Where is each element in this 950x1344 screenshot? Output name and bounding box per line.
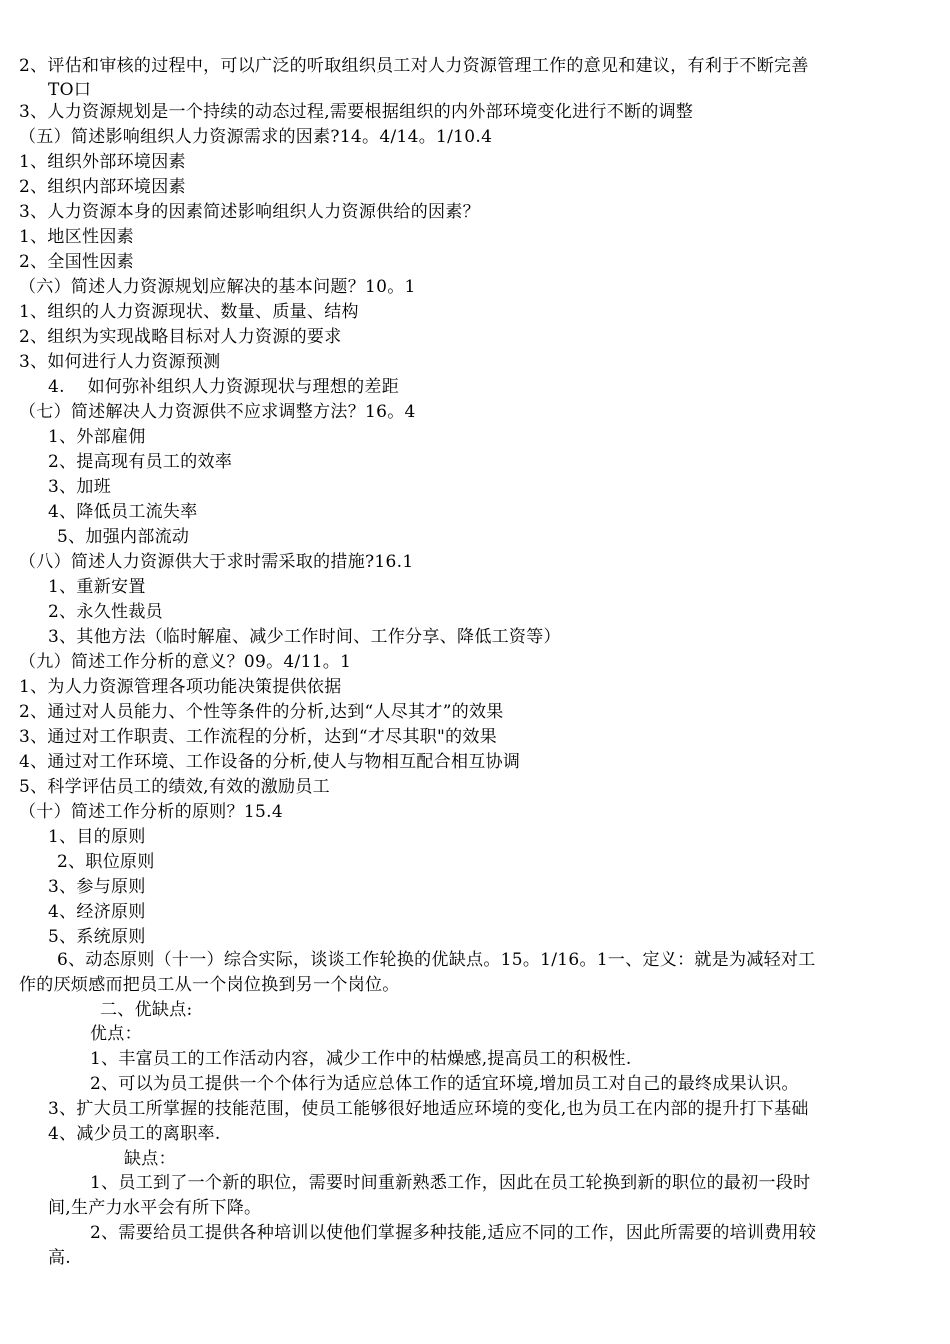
text-line: 1、丰富员工的工作活动内容，减少工作中的枯燥感,提高员工的积极性. (90, 1049, 632, 1069)
text-line: 4、减少员工的离职率. (48, 1124, 221, 1144)
text-line: 作的厌烦感而把员工从一个岗位换到另一个岗位。 (19, 975, 400, 995)
text-line: 2、提高现有员工的效率 (48, 452, 233, 472)
text-line: 2、职位原则 (57, 852, 155, 872)
subheading: 优点： (90, 1024, 142, 1044)
section-heading: （五）简述影响组织人力资源需求的因素?14。4/14。1/10.4 (19, 127, 493, 147)
text-line: 5、加强内部流动 (57, 527, 190, 547)
text-line: 1、组织外部环境因素 (19, 152, 186, 172)
text-line: 2、全国性因素 (19, 252, 134, 272)
section-heading: （十）简述工作分析的原则？15.4 (19, 802, 283, 822)
text-line: 1、为人力资源管理各项功能决策提供依据 (19, 677, 342, 697)
text-line: 1、外部雇佣 (48, 427, 146, 447)
text-line: 1、重新安置 (48, 577, 146, 597)
text-line: 3、其他方法（临时解雇、减少工作时间、工作分享、降低工资等） (48, 627, 561, 647)
text-line: 3、人力资源本身的因素简述影响组织人力资源供给的因素？ (19, 202, 480, 222)
text-line: 3、如何进行人力资源预测 (19, 352, 221, 372)
section-heading: （八）简述人力资源供大于求时需采取的措施?16.1 (19, 552, 414, 572)
text-line: 2、可以为员工提供一个个体行为适应总体工作的适宜环境,增加员工对自己的最终成果认识。 (90, 1074, 799, 1094)
text-line: 4、降低员工流失率 (48, 502, 198, 522)
text-line: 2、组织内部环境因素 (19, 177, 186, 197)
text-line: 高. (48, 1248, 72, 1268)
text-line: 2、组织为实现战略目标对人力资源的要求 (19, 327, 342, 347)
text-line: 5、科学评估员工的绩效,有效的激励员工 (19, 777, 330, 797)
section-heading: （六）简述人力资源规划应解决的基本问题？10。1 (19, 277, 416, 297)
text-line: 1、地区性因素 (19, 227, 134, 247)
subheading: 缺点： (124, 1149, 176, 1169)
text-line: 5、系统原则 (48, 927, 146, 947)
text-line: 1、组织的人力资源现状、数量、质量、结构 (19, 302, 359, 322)
text-line: 6、动态原则（十一）综合实际，谈谈工作轮换的优缺点。15。1/16。1一、定义：就是为减轻对工 (57, 950, 816, 970)
text-line: 3、参与原则 (48, 877, 146, 897)
text-line: 2、需要给员工提供各种培训以使他们掌握多种技能,适应不同的工作，因此所需要的培训费用较 (90, 1223, 817, 1243)
text-line: 1、目的原则 (48, 827, 146, 847)
text-line: 4. 如何弥补组织人力资源现状与理想的差距 (48, 377, 400, 397)
text-line: 1、员工到了一个新的职位，需要时间重新熟悉工作，因此在员工轮换到新的职位的最初一段时 (90, 1173, 811, 1193)
section-heading: 二、优缺点: (100, 1000, 193, 1020)
text-line: 间,生产力水平会有所下降。 (48, 1198, 262, 1218)
text-line: 2、评估和审核的过程中，可以广泛的听取组织员工对人力资源管理工作的意见和建议，有利于不断完善 (19, 56, 809, 76)
text-line: 3、人力资源规划是一个持续的动态过程,需要根据组织的内外部环境变化进行不断的调整 (19, 102, 694, 122)
section-heading: （七）简述解决人力资源供不应求调整方法？16。4 (19, 402, 416, 422)
text-line: TO口 (48, 80, 92, 100)
text-line: 3、加班 (48, 477, 112, 497)
text-line: 3、扩大员工所掌握的技能范围，使员工能够很好地适应环境的变化,也为员工在内部的提升打下基础 (48, 1099, 809, 1119)
text-line: 4、通过对工作环境、工作设备的分析,使人与物相互配合相互协调 (19, 752, 521, 772)
text-line: 2、永久性裁员 (48, 602, 163, 622)
text-line: 2、通过对人员能力、个性等条件的分析,达到“人尽其才”的效果 (19, 702, 504, 722)
section-heading: （九）简述工作分析的意义？09。4/11。1 (19, 652, 352, 672)
text-line: 4、经济原则 (48, 902, 146, 922)
text-line: 3、通过对工作职责、工作流程的分析，达到“才尽其职"的效果 (19, 727, 498, 747)
